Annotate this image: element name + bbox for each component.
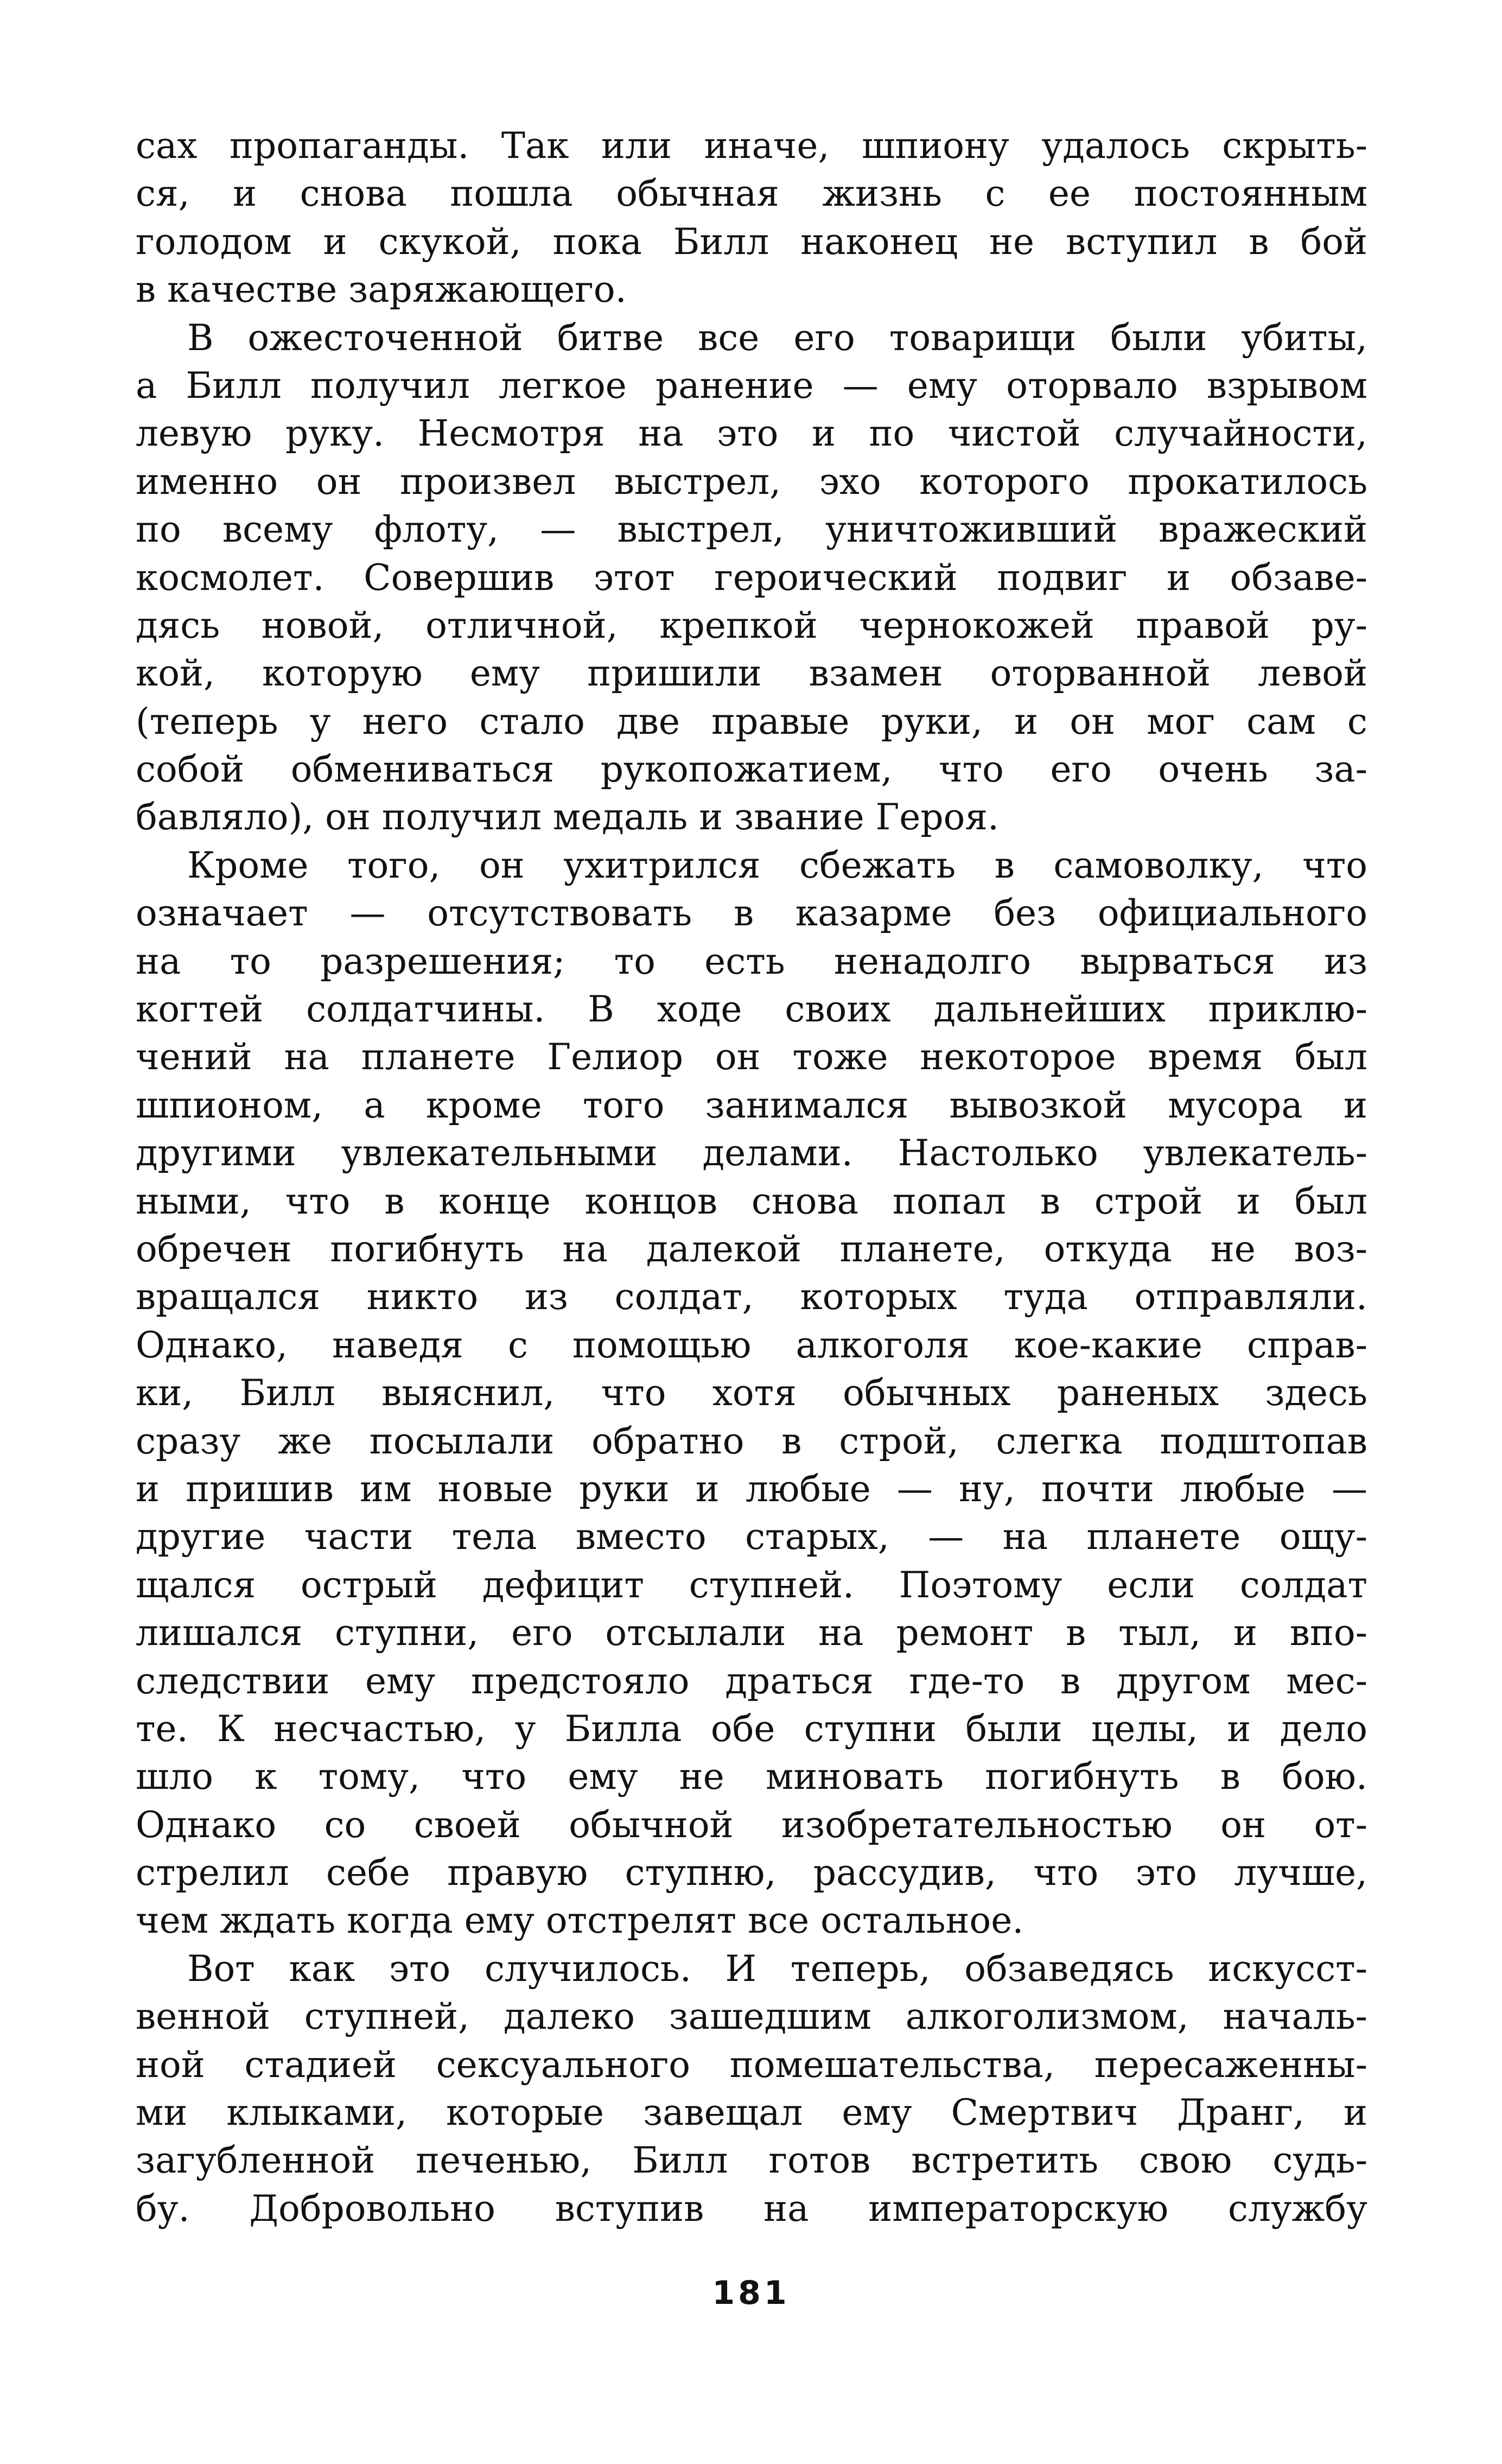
- text-line: Однако, наведя с помощью алкоголя кое-какие справ-: [136, 1324, 1367, 1366]
- text-line: шло к тому, что ему не миновать погибнуть в бою.: [136, 1756, 1367, 1798]
- text-line: чем ждать когда ему отстрелят все остальное.: [136, 1900, 1024, 1942]
- text-line: венной ступней, далеко зашедшим алкоголизмом, началь-: [136, 1996, 1367, 2038]
- text-line: ся, и снова пошла обычная жизнь с ее постоянным: [136, 173, 1367, 215]
- text-line: лишался ступни, его отсылали на ремонт в тыл, и впо-: [136, 1612, 1367, 1654]
- text-line: стрелил себе правую ступню, рассудив, что это лучше,: [136, 1852, 1367, 1894]
- text-line: когтей солдатчины. В ходе своих дальнейших приклю-: [136, 988, 1367, 1031]
- text-line: другие части тела вместо старых, — на планете ощу-: [136, 1516, 1367, 1558]
- text-line: щался острый дефицит ступней. Поэтому если солдат: [136, 1564, 1367, 1606]
- text-line: бу. Добровольно вступив на императорскую службу: [136, 2187, 1367, 2230]
- text-line: Однако со своей обычной изобретательностью он от-: [136, 1803, 1367, 1846]
- paragraph: [136, 842, 1367, 1945]
- text-line: собой обмениваться рукопожатием, что его очень за-: [136, 748, 1367, 791]
- text-line: Кроме того, он ухитрился сбежать в самоволку, что: [187, 844, 1367, 886]
- text-line: голодом и скукой, пока Билл наконец не вступил в бой: [136, 220, 1367, 263]
- text-line: обречен погибнуть на далекой планете, откуда не воз-: [136, 1228, 1367, 1270]
- paragraph: [136, 1945, 1367, 2233]
- text-line: следствии ему предстояло драться где-то в другом мес-: [136, 1660, 1367, 1702]
- text-line: на то разрешения; то есть ненадолго вырваться из: [136, 940, 1367, 982]
- text-line: вращался никто из солдат, которых туда отправляли.: [136, 1276, 1367, 1318]
- text-line: именно он произвел выстрел, эхо которого прокатилось: [136, 460, 1367, 503]
- page-text: [136, 122, 1367, 2233]
- text-line: Вот как это случилось. И теперь, обзаведясь искусст-: [187, 1947, 1367, 1990]
- text-line: ной стадией сексуального помешательства, пересаженны-: [136, 2043, 1367, 2086]
- text-line: и пришив им новые руки и любые — ну, почти любые —: [136, 1468, 1367, 1510]
- text-line: ными, что в конце концов снова попал в строй и был: [136, 1180, 1367, 1222]
- text-line: В ожесточенной битве все его товарищи были убиты,: [187, 316, 1367, 359]
- text-line: чений на планете Гелиор он тоже некоторое время был: [136, 1036, 1367, 1078]
- paragraph: [136, 314, 1367, 842]
- text-line: означает — отсутствовать в казарме без официального: [136, 892, 1367, 935]
- text-line: шпионом, а кроме того занимался вывозкой мусора и: [136, 1084, 1367, 1126]
- text-line: кой, которую ему пришили взамен оторванной левой: [136, 652, 1367, 695]
- text-line: другими увлекательными делами. Настолько увлекатель-: [136, 1132, 1367, 1174]
- text-line: те. К несчастью, у Билла обе ступни были целы, и дело: [136, 1707, 1367, 1750]
- text-line: ми клыками, которые завещал ему Смертвич Дранг, и: [136, 2092, 1367, 2134]
- text-line: левую руку. Несмотря на это и по чистой случайности,: [136, 412, 1367, 455]
- text-line: в качестве заряжающего.: [136, 269, 627, 311]
- text-line: космолет. Совершив этот героический подвиг и обзаве-: [136, 556, 1367, 599]
- text-line: сразу же посылали обратно в строй, слегка подштопав: [136, 1420, 1367, 1462]
- text-line: загубленной печенью, Билл готов встретить свою судь-: [136, 2139, 1367, 2182]
- text-line: дясь новой, отличной, крепкой чернокожей правой ру-: [136, 604, 1367, 646]
- paragraph: [136, 122, 1367, 314]
- page-number: 181: [712, 2274, 790, 2312]
- text-line: бавляло), он получил медаль и звание Героя.: [136, 796, 999, 839]
- text-line: сах пропаганды. Так или иначе, шпиону удалось скрыть-: [136, 125, 1367, 167]
- text-line: по всему флоту, — выстрел, уничтоживший вражеский: [136, 509, 1367, 551]
- text-line: ки, Билл выяснил, что хотя обычных раненых здесь: [136, 1372, 1367, 1414]
- text-line: (теперь у него стало две правые руки, и он мог сам с: [136, 700, 1367, 742]
- text-line: а Билл получил легкое ранение — ему оторвало взрывом: [136, 364, 1367, 407]
